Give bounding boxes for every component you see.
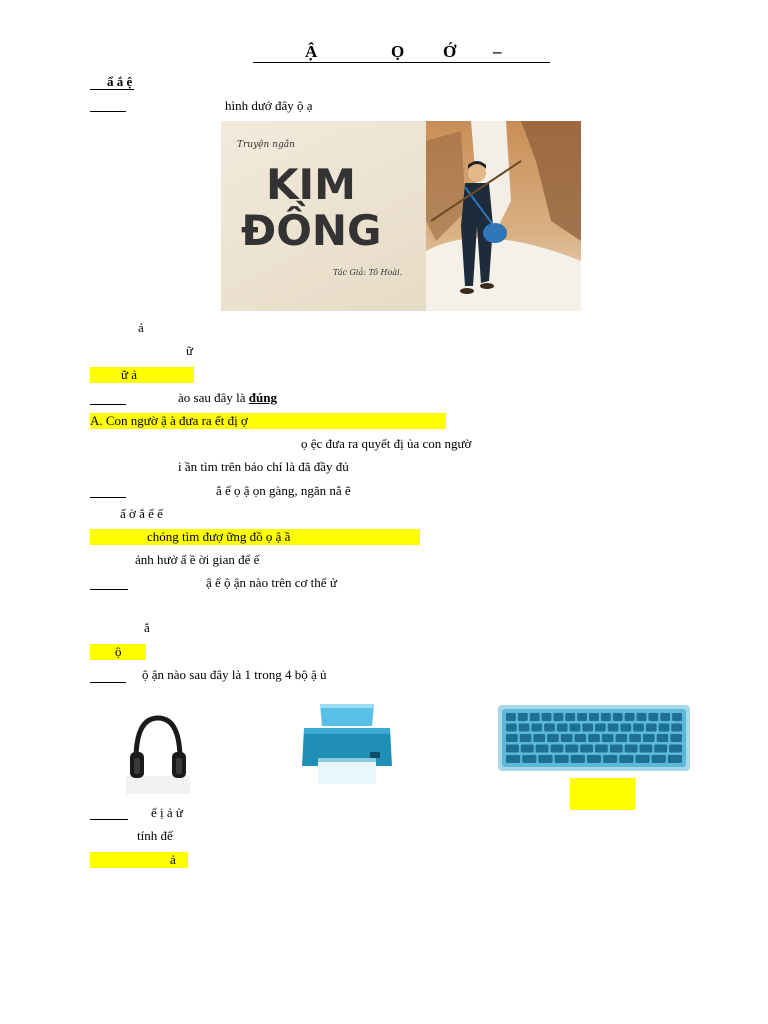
keyboard-key: [506, 734, 518, 742]
keyboard-key: [672, 713, 682, 721]
keyboard-key: [602, 734, 614, 742]
keyboard-key: [648, 713, 658, 721]
question-text-pre: ào sau đây là: [178, 390, 246, 405]
keyboard-key: [659, 724, 670, 732]
keyboard-key: [530, 713, 540, 721]
keyboard-key: [522, 755, 536, 763]
title-part-1: Ậ: [305, 42, 318, 61]
keyboard-key: [553, 713, 563, 721]
keyboard-key: [603, 755, 617, 763]
keyboard-key: [654, 745, 667, 753]
keyboard-key: [551, 745, 564, 753]
keyboard-key: [547, 734, 559, 742]
printer-icon: [298, 700, 396, 788]
keyboard-key: [506, 724, 517, 732]
keyboard-key: [616, 734, 628, 742]
answer-text: ả: [170, 852, 176, 867]
keyboard-key: [668, 755, 682, 763]
keyboard-key: [620, 724, 631, 732]
answer-blank[interactable]: [90, 497, 126, 498]
cover-author: Tác Giả: Tô Hoài.: [333, 268, 403, 277]
keyboard-key: [633, 724, 644, 732]
question-text: ộ ận nào sau đây là 1 trong 4 bộ ậ ủ: [142, 667, 327, 682]
question-text: ậ ể ộ ận nào trên cơ thể ử: [206, 575, 337, 590]
keyboard-key: [531, 724, 542, 732]
keyboard-key: [608, 724, 619, 732]
keyboard-key: [669, 745, 682, 753]
keyboard-key: [652, 755, 666, 763]
cover-title-line1: KIM: [266, 160, 356, 209]
keyboard-key: [506, 713, 516, 721]
keyboard-key: [571, 755, 585, 763]
title-part-3: Ớ: [443, 42, 457, 61]
keyboard-key: [671, 724, 682, 732]
keyboard-key: [610, 745, 623, 753]
keyboard-key: [565, 745, 578, 753]
question-keyword: đúng: [248, 390, 277, 405]
answer-blank[interactable]: [90, 589, 128, 590]
answer-blank[interactable]: [90, 111, 126, 112]
keyboard-key: [561, 734, 573, 742]
keyboard-key: [519, 724, 530, 732]
keyboard-key: [588, 734, 600, 742]
keyboard-key: [518, 713, 528, 721]
keyboard-key: [521, 745, 534, 753]
answer-text: ữ ả: [121, 367, 138, 382]
keyboard-key: [582, 724, 593, 732]
keyboard-key: [637, 713, 647, 721]
answer-text: chóng tìm đượ ững đồ ọ ậ ầ: [147, 529, 291, 544]
keyboard-key: [643, 734, 655, 742]
keyboard-key: [533, 734, 545, 742]
answer-blank[interactable]: [90, 819, 128, 820]
keyboard-key: [574, 734, 586, 742]
keyboard-icon: [498, 705, 690, 771]
keyboard-key: [587, 755, 601, 763]
keyboard-key: [595, 745, 608, 753]
keyboard-key: [629, 734, 641, 742]
keyboard-key: [635, 755, 649, 763]
keyboard-key: [506, 745, 519, 753]
answer-blank[interactable]: [90, 682, 126, 683]
answer-text: ộ: [115, 644, 122, 659]
heading-underline: [90, 89, 134, 90]
keyboard-key: [660, 713, 670, 721]
keyboard-key: [557, 724, 568, 732]
keyboard-key: [646, 724, 657, 732]
question-text: hình dướ đây ộ ạ: [225, 98, 313, 113]
keyboard-key: [670, 734, 682, 742]
option-line: ữ: [186, 343, 194, 358]
keyboard-key: [536, 745, 549, 753]
headphones-icon: [120, 708, 196, 794]
title-part-2: Ọ: [391, 42, 405, 61]
keyboard-key: [544, 724, 555, 732]
option-line: ảnh hưở ấ ề ời gian để ế: [135, 552, 260, 567]
keyboard-key: [640, 745, 653, 753]
keyboard-key: [619, 755, 633, 763]
keyboard-key: [625, 713, 635, 721]
option-line: ả: [138, 320, 144, 335]
keyboard-key: [538, 755, 552, 763]
keyboard-key: [570, 724, 581, 732]
keyboard-key: [580, 745, 593, 753]
keyboard-key: [657, 734, 669, 742]
keyboard-key: [625, 745, 638, 753]
option-line: ắ: [144, 620, 150, 635]
keyboard-key: [520, 734, 532, 742]
answer-blank[interactable]: [90, 404, 126, 405]
keyboard-key: [555, 755, 569, 763]
question-text: ế ị ả ử: [151, 805, 183, 820]
keyboard-key: [565, 713, 575, 721]
option-a: A. Con ngườ ậ à đưa ra ết đị ợ: [90, 413, 248, 428]
option-line: ấ ờ ắ ể ế: [120, 506, 163, 521]
keyboard-key: [542, 713, 552, 721]
option-line: ọ ệc đưa ra quyết đị ủa con ngườ: [301, 436, 472, 451]
question-text: ắ ể ọ ậ ọn gàng, ngăn nắ ẽ: [216, 483, 351, 498]
keyboard-key: [613, 713, 623, 721]
keyboard-key: [577, 713, 587, 721]
keyboard-key: [506, 755, 520, 763]
answer-highlight-box: [570, 778, 635, 810]
keyboard-key: [601, 713, 611, 721]
title-part-4: –: [493, 42, 502, 61]
cover-subtitle: Truyện ngắn: [237, 140, 295, 150]
worksheet-title: [253, 42, 550, 62]
title-underline: [253, 62, 550, 63]
question-text: [178, 390, 277, 406]
keyboard-key: [595, 724, 606, 732]
cover-title-line2: ĐỒNG: [241, 206, 382, 255]
option-line: i ần tìm trên báo chí là đã đầy đủ: [178, 459, 349, 474]
answer-highlight: [90, 367, 194, 383]
book-cover-image: [221, 121, 581, 311]
section-heading: ẩ ắ ệ: [107, 74, 133, 89]
option-line: tính để: [137, 828, 173, 843]
keyboard-key: [589, 713, 599, 721]
